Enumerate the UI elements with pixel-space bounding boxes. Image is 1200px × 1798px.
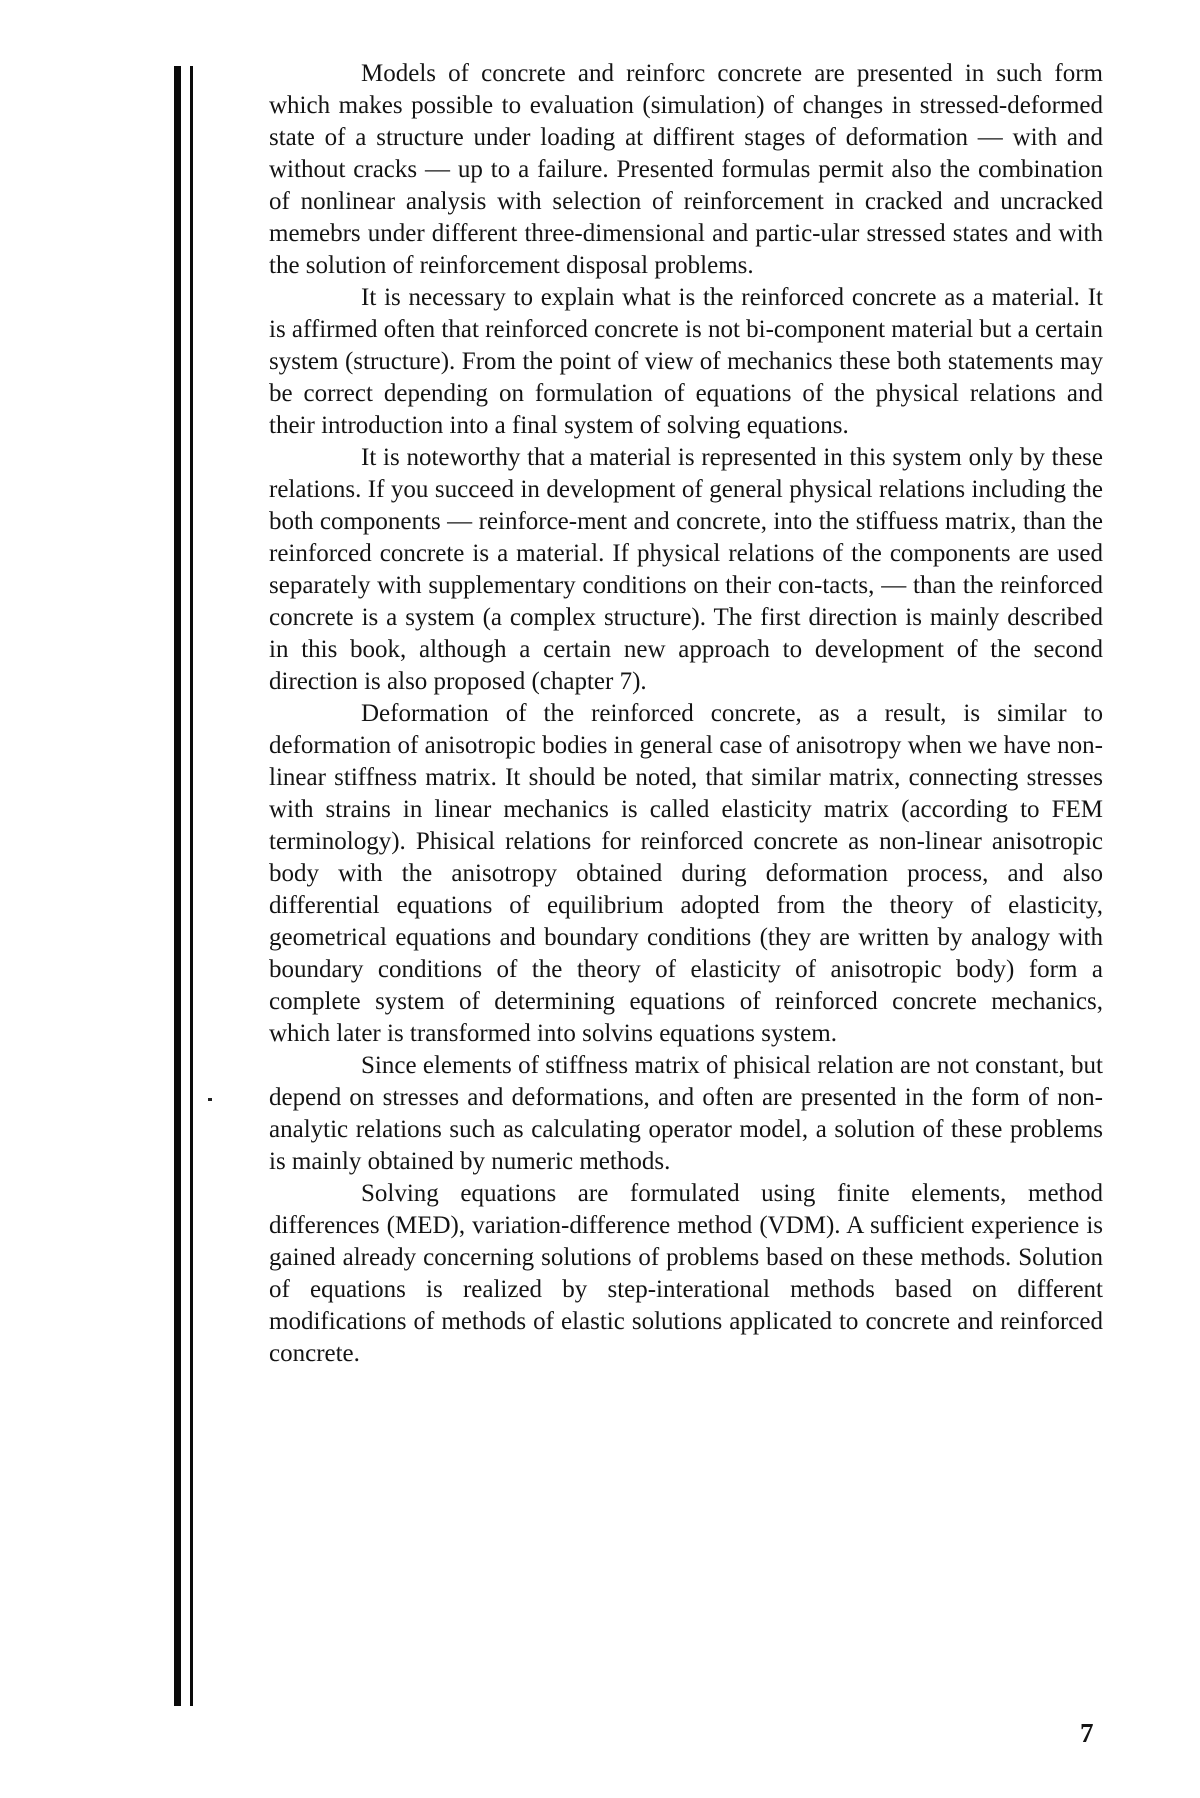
paragraph-solving: Solving equations are formulated using finite elements, method differences (MED), variation-difference method (VDM). A sufficient experience is gained already concerning solutions of problems based on these methods. Solution of equations is realized by step-interational methods based on different modifications of methods of elastic solutions applicated to concrete and reinforced concrete. xyxy=(269,1180,1103,1367)
binding-margin-line xyxy=(190,66,193,1706)
paragraph-material: It is necessary to explain what is the reinforced concrete as a material. It is affirmed often that reinforced concrete is not bi-component material but a certain system (structure). From the point of view of mechanics these both statements may be correct depending on formulation of equations of the physical relations and their introduction into a final system of solving equations. xyxy=(269,284,1103,439)
page-number: 7 xyxy=(1080,1718,1094,1748)
paragraph-stiffness: Since elements of stiffness matrix of phisical relation are not constant, but depend on stresses and deformations, and often are presented in the form of non-analytic relations such as calculating operator model, a solution of these problems is mainly obtained by numeric methods. xyxy=(269,1052,1103,1175)
body-text xyxy=(269,58,1103,1370)
scan-speck xyxy=(208,1098,212,1101)
binding-margin-bar xyxy=(174,66,181,1706)
paragraph-deformation: Deformation of the reinforced concrete, as a result, is similar to deformation of anisotropic bodies in general case of anisotropy when we have non-linear stiffness matrix. It should be noted, that similar matrix, connecting stresses with strains in linear mechanics is called elasticity matrix (according to FEM terminology). Phisical relations for reinforced concrete as non-linear anisotropic body with the anisotropy obtained during deformation process, and also differential equations of equilibrium adopted from the theory of elasticity, geometrical equations and boundary conditions (they are written by analogy with boundary conditions of the theory of elasticity of anisotropic body) form a complete system of determining equations of reinforced concrete mechanics, which later is transformed into solvins equations system. xyxy=(269,700,1103,1047)
paragraph-models: Models of concrete and reinforc concrete are presented in such form which makes possible to evaluation (simulation) of changes in stressed-deformed state of a structure under loading at diffirent stages of deformation — with and without cracks — up to a failure. Presented formulas permit also the combination of nonlinear analysis with selection of reinforcement in cracked and uncracked memebrs under different three-dimensional and partic-ular stressed states and with the solution of reinforcement disposal problems. xyxy=(269,60,1103,279)
paragraph-relations: It is noteworthy that a material is represented in this system only by these relations. If you succeed in development of general physical relations including the both components — reinforce-ment and concrete, into the stiffuess matrix, than the reinforced concrete is a material. If physical relations of the components are used separately with supplementary conditions on their con-tacts, — than the reinforced concrete is a system (a complex structure). The first direction is mainly described in this book, although a certain new approach to development of the second direction is also proposed (chapter 7). xyxy=(269,444,1103,695)
